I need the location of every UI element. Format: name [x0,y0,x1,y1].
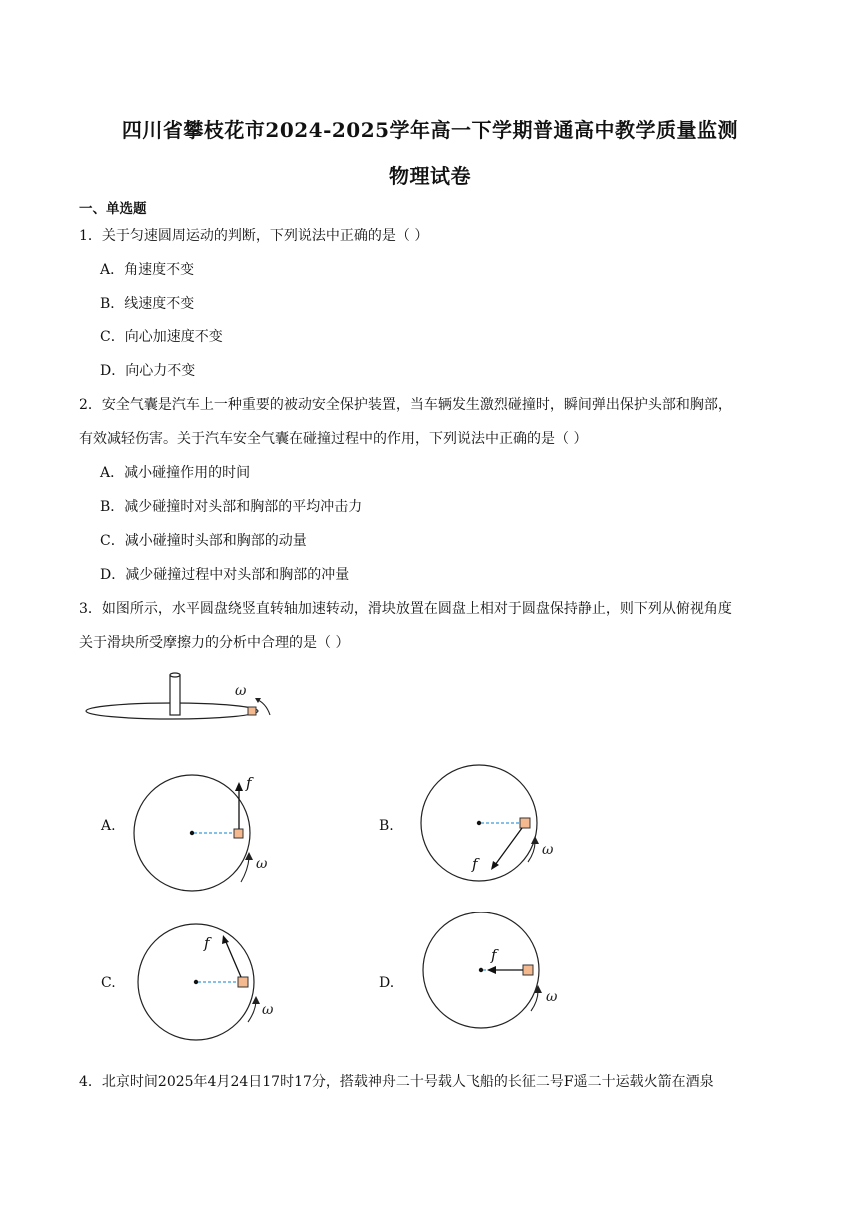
axle-top [170,673,180,677]
friction-arrow [495,828,522,865]
disc-center [190,831,194,835]
question-2-stem-line-2: 有效减轻伤害。关于汽车安全气囊在碰撞过程中的作用，下列说法中正确的是（ ） [79,431,588,447]
disc-center [477,821,481,825]
option-c-label: C. [101,975,116,991]
question-2-option-b: B．减少碰撞时对头部和胸部的平均冲击力 [100,499,363,515]
question-2-option-d: D．减少碰撞过程中对头部和胸部的冲量 [100,567,350,583]
option-a-figure [125,770,285,895]
option-b-figure [414,762,574,887]
option-b-label: B. [379,818,394,834]
exam-subtitle: 物理试卷 [389,164,471,188]
friction-label: f [246,774,252,792]
question-1-option-d: D．向心力不变 [100,363,196,379]
friction-arrowhead [235,782,243,791]
question-4-stem-line-1: 4．北京时间2025年4月24日17时17分，搭载神舟二十号载人飞船的长征二号F遥二十运载火箭在酒泉 [79,1074,714,1090]
exam-title: 四川省攀枝花市2024-2025学年高一下学期普通高中教学质量监测 [121,118,739,142]
option-d-figure [420,912,580,1037]
question-1-option-b: B．线速度不变 [100,296,195,312]
rotation-arrow [531,991,538,1011]
friction-label: f [491,946,497,964]
disc-center [194,980,198,984]
rotation-arrowhead [252,996,260,1004]
friction-arrowhead [222,935,229,944]
question-3-stem-line-1: 3．如图所示，水平圆盘绕竖直转轴加速转动，滑块放置在圆盘上相对于圆盘保持静止，则下列从俯视角度 [79,601,732,617]
friction-label: f [472,855,478,873]
omega-label: ω [256,856,268,872]
question-2-stem-line-1: 2．安全气囊是汽车上一种重要的被动安全保护装置，当车辆发生激烈碰撞时，瞬间弹出保护头部和胸部， [79,397,732,413]
section-heading: 一、单选题 [79,201,147,217]
turntable-figure [80,665,280,725]
question-2-option-c: C．减小碰撞时头部和胸部的动量 [100,533,307,549]
friction-arrowhead [491,861,499,870]
omega-label: ω [542,842,554,858]
question-1-option-a: A．角速度不变 [100,262,195,278]
question-2-option-a: A．减小碰撞作用的时间 [100,465,251,481]
slider-block [520,818,530,828]
omega-label: ω [235,683,247,699]
friction-arrowhead [487,966,496,974]
slider-block [248,707,256,715]
option-d-label: D. [379,975,395,991]
friction-label: f [204,934,210,952]
question-3-stem-line-2: 关于滑块所受摩擦力的分析中合理的是（ ） [79,635,350,651]
question-1-stem: 1．关于匀速圆周运动的判断，下列说法中正确的是（ ） [79,228,429,244]
slider-block [523,965,533,975]
slider-block [234,829,243,838]
omega-label: ω [546,989,558,1005]
rotation-arrowhead [531,836,539,844]
slider-block [238,977,248,987]
omega-label: ω [262,1002,274,1018]
friction-arrow [226,942,241,977]
option-a-label: A. [101,818,116,834]
option-c-figure [130,922,290,1047]
question-1-option-c: C．向心加速度不变 [100,329,223,345]
disc-center [479,968,483,972]
axle-body [170,675,180,715]
